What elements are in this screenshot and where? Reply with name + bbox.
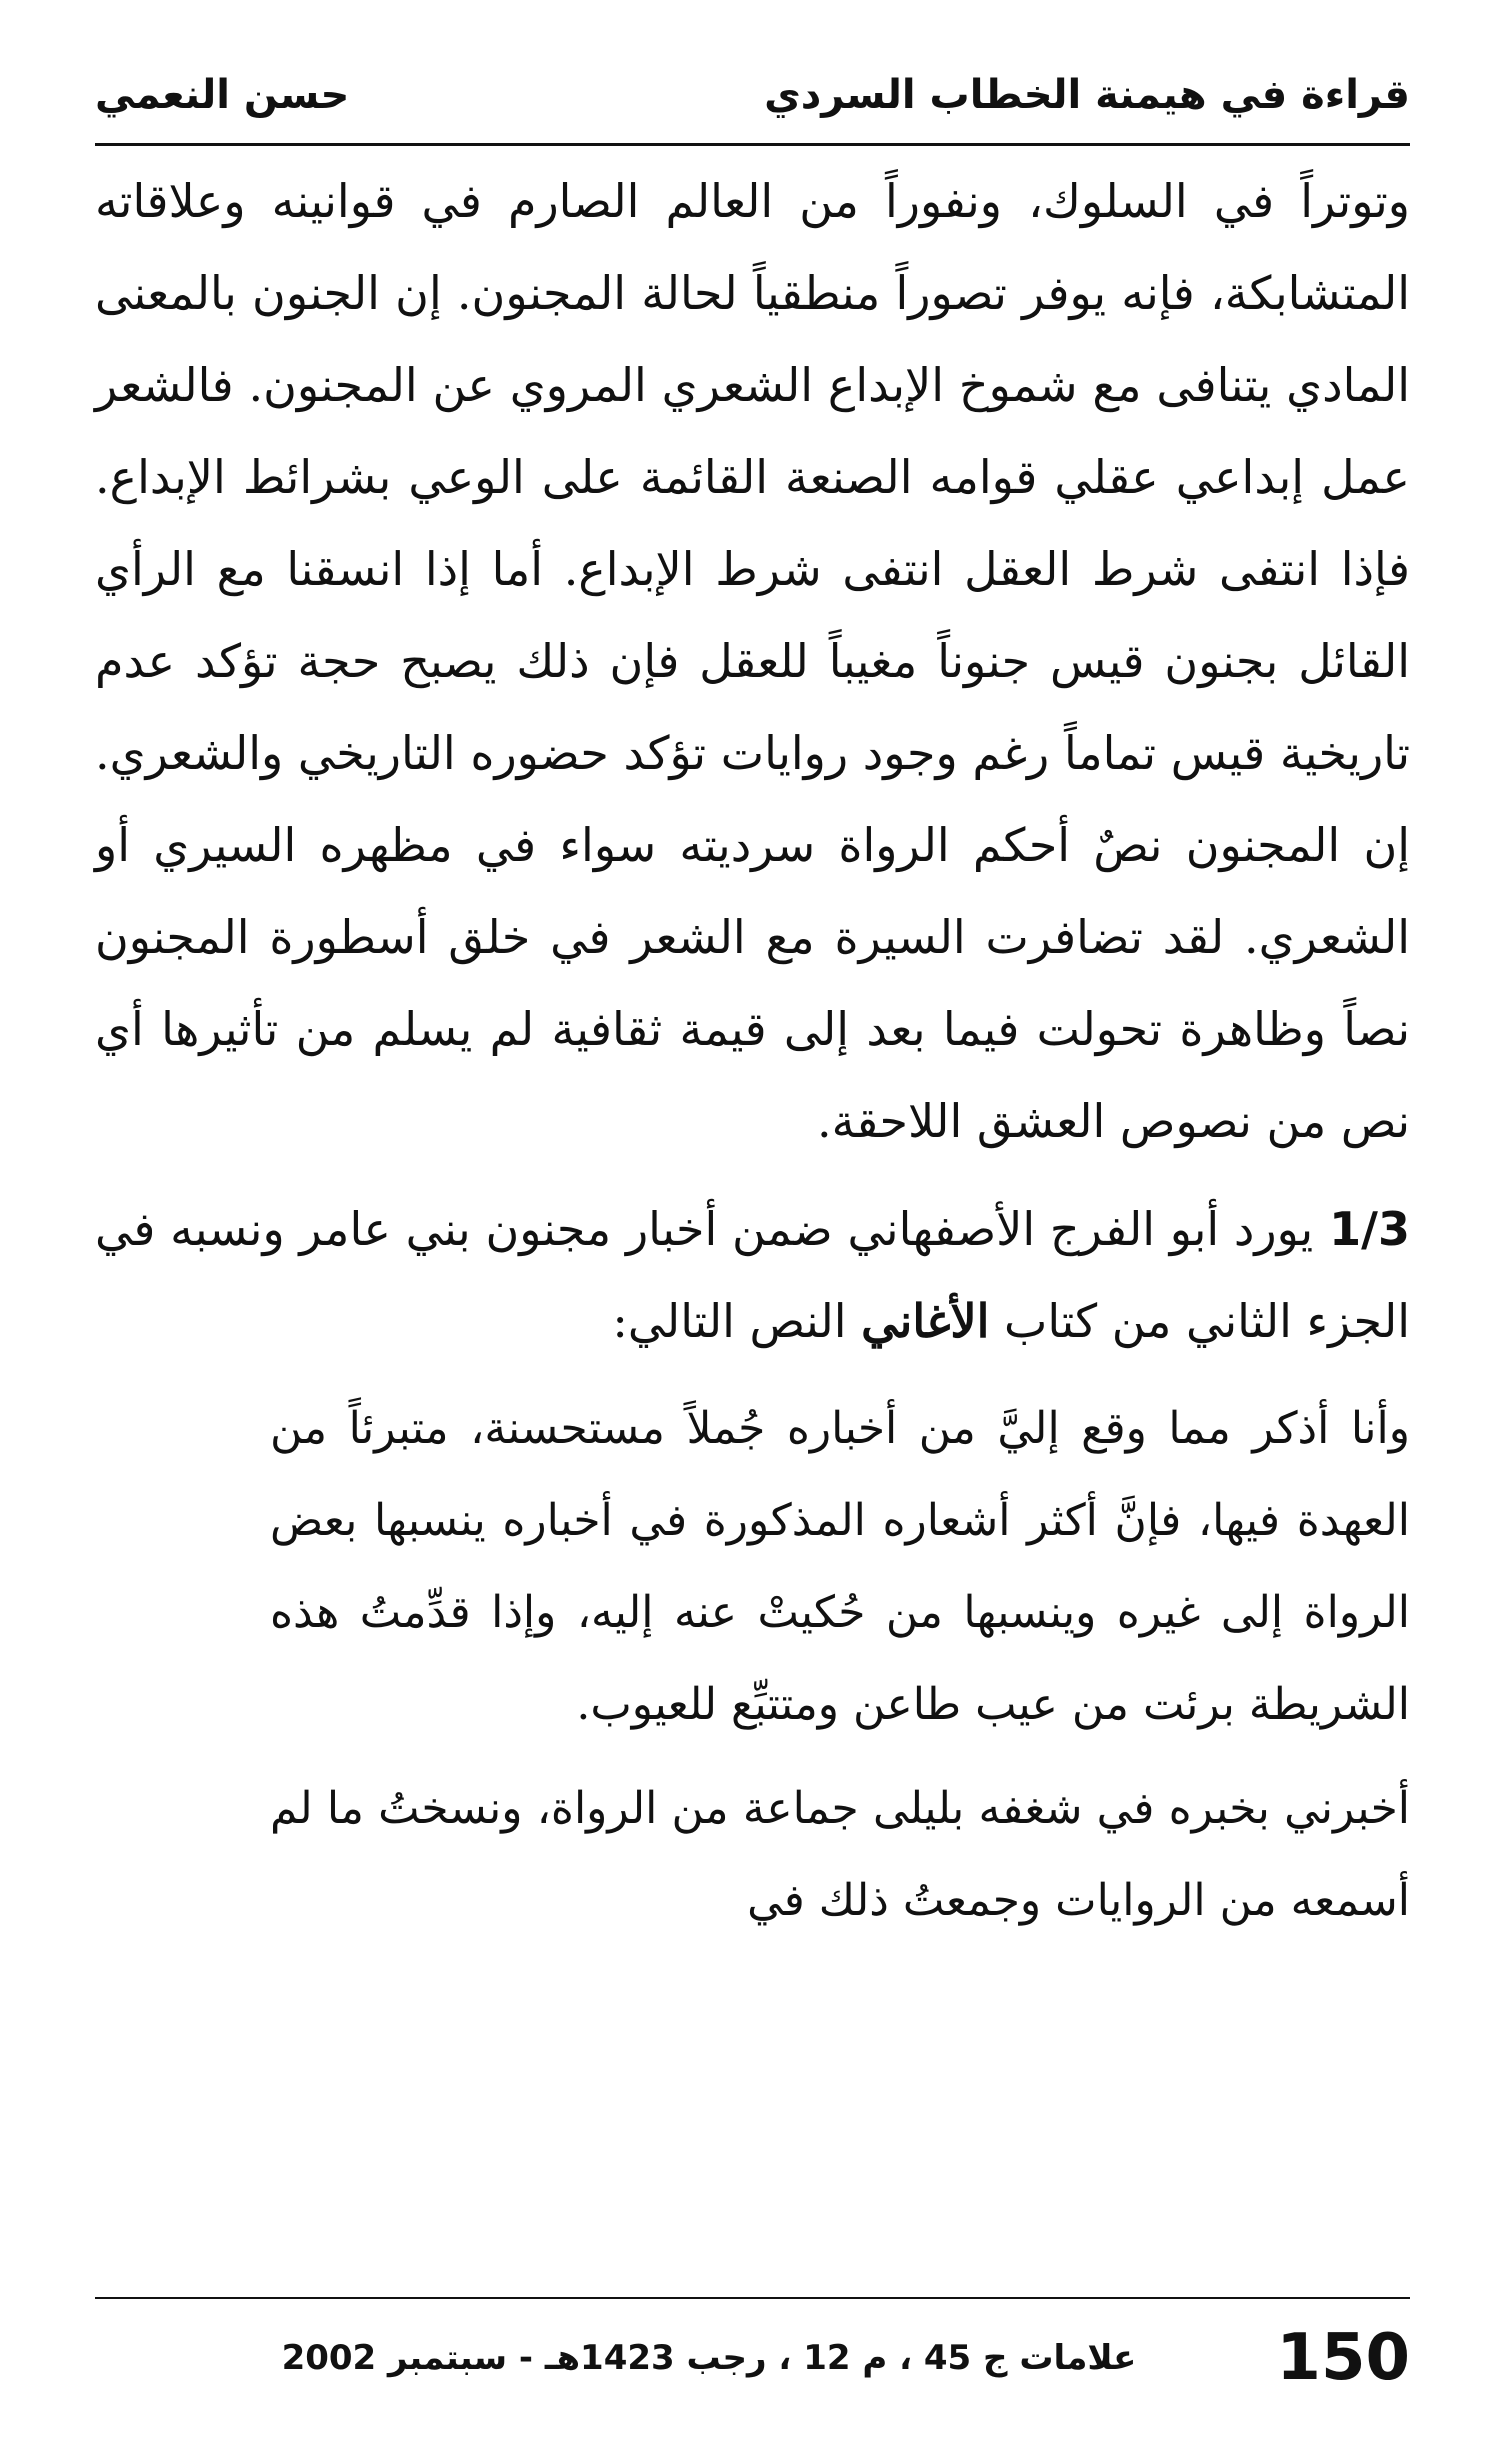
body-paragraph-2 [95, 1183, 1410, 1367]
article-title: قراءة في هيمنة الخطاب السردي [764, 72, 1410, 118]
footer-divider [95, 2297, 1410, 2299]
section-number: 1/3 [1329, 1202, 1410, 1256]
block-quote [95, 1383, 1410, 1947]
author-name: حسن النعمي [95, 72, 350, 118]
body-paragraph-1: وتوتراً في السلوك، ونفوراً من العالم الصارم في قوانينه وعلاقاته المتشابكة، فإنه يوفر تصوراً منطقياً لحالة المجنون. إن الجنون بالمعنى المادي يتنافى مع شموخ الإبداع الشعري المروي عن المجنون. فالشعر عمل إبداعي عقلي قوامه الصنعة القائمة على الوعي بشرائط الإبداع. فإذا انتفى شرط العقل انتفى شرط الإبداع. أما إذا انسقنا مع الرأي القائل بجنون قيس جنوناً مغيباً للعقل فإن ذلك يصبح حجة تؤكد عدم تاريخية قيس تماماً رغم وجود روايات تؤكد حضوره التاريخي والشعري. إن المجنون نصٌ أحكم الرواة سرديته سواء في مظهره السيري أو الشعري. لقد تضافرت السيرة مع الشعر في خلق أسطورة المجنون نصاً وظاهرة تحولت فيما بعد إلى قيمة ثقافية لم يسلم من تأثيرها أي نص من نصوص العشق اللاحقة. [95, 174, 1410, 1148]
paragraph-2-text-start: يورد أبو الفرج الأصفهاني ضمن أخبار مجنون بني عامر ونسبه في الجزء الثاني من كتاب [95, 1202, 1410, 1348]
journal-info: علامات ج 45 ، م 12 ، رجب 1423هـ - سبتمبر 2002 [281, 2338, 1137, 2378]
page-number: 150 [1276, 2321, 1410, 2395]
page-footer [95, 2313, 1410, 2403]
running-header [95, 55, 1410, 135]
quote-paragraph-1: وأنا أذكر مما وقع إليَّ من أخباره جُملاً مستحسنة، متبرئاً من العهدة فيها، فإنَّ أكثر أشعاره المذكورة في أخباره ينسبها بعض الرواة إلى غيره وينسبها من حُكيتْ عنه إليه، وإذا قدِّمتُ هذه الشريطة برئت من عيب طاعن ومتتبِّع للعيوب. [270, 1403, 1410, 1730]
header-divider [95, 143, 1410, 146]
quote-paragraph-2: أخبرني بخبره في شغفه بليلى جماعة من الرواة، ونسختُ ما لم أسمعه من الروايات وجمعتُ ذلك في [270, 1783, 1410, 1926]
body-text [95, 155, 1410, 1947]
paragraph-2-text-end: النص التالي: [612, 1294, 847, 1348]
book-title: الأغاني [861, 1294, 990, 1348]
document-page [95, 55, 1410, 2405]
